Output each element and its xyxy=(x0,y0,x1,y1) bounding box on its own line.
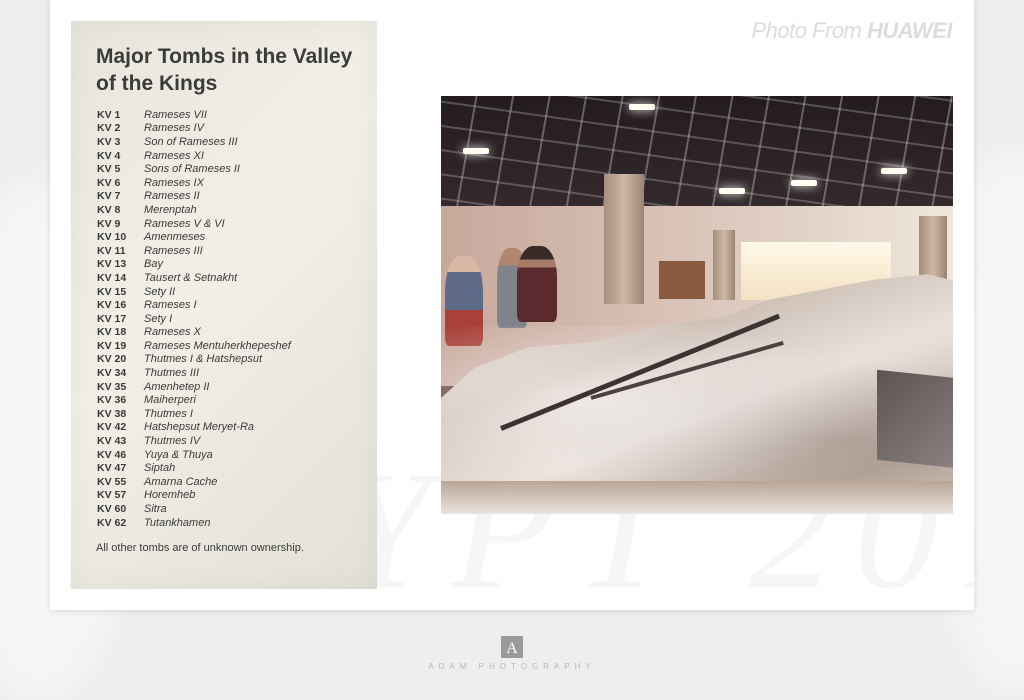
model-base xyxy=(441,481,953,514)
ceiling-lamp xyxy=(463,148,489,154)
tomb-row xyxy=(97,393,367,407)
tomb-name: Thutmes III xyxy=(144,367,200,380)
tomb-id: KV 55 xyxy=(97,475,127,488)
tomb-row xyxy=(97,135,367,149)
tomb-name: Amenmeses xyxy=(144,231,206,244)
tomb-row xyxy=(97,366,367,380)
tomb-name: Rameses XI xyxy=(144,149,204,162)
ceiling-lamp xyxy=(791,180,817,186)
tomb-id: KV 5 xyxy=(97,163,121,176)
tomb-name: Rameses IV xyxy=(144,122,204,135)
photo-credit-prefix: Photo From xyxy=(751,18,867,43)
tomb-name: Amarna Cache xyxy=(144,475,218,488)
tomb-id: KV 7 xyxy=(97,190,121,203)
tomb-row xyxy=(97,489,367,503)
tomb-name: Tausert & Setnakht xyxy=(144,271,238,284)
tomb-name: Amenhetep II xyxy=(144,380,210,393)
tomb-row xyxy=(97,339,367,353)
tomb-id: KV 15 xyxy=(97,285,127,298)
tomb-name: Rameses VII xyxy=(144,108,207,121)
tomb-id: KV 38 xyxy=(97,407,127,420)
tomb-name: Rameses IX xyxy=(144,176,204,189)
tomb-name: Sety I xyxy=(144,312,173,325)
tomb-row xyxy=(97,421,367,435)
tomb-name: Tutankhamen xyxy=(144,516,211,529)
ceiling-lamp xyxy=(629,104,655,110)
tomb-name: Rameses X xyxy=(144,326,201,339)
tomb-id: KV 20 xyxy=(97,353,127,366)
tomb-name: Sons of Rameses II xyxy=(144,163,240,176)
tomb-id: KV 34 xyxy=(97,367,127,380)
tomb-name: Rameses I xyxy=(144,299,197,312)
tomb-row xyxy=(97,271,367,285)
tomb-name: Sety II xyxy=(144,285,176,298)
tomb-row xyxy=(97,244,367,258)
brand-name: ADAM PHOTOGRAPHY xyxy=(428,662,596,671)
tomb-id: KV 3 xyxy=(97,135,121,148)
tomb-row xyxy=(97,502,367,516)
tomb-id: KV 42 xyxy=(97,421,127,434)
tomb-id: KV 16 xyxy=(97,299,127,312)
tomb-name: Thutmes I xyxy=(144,407,193,420)
tomb-row xyxy=(97,162,367,176)
tomb-row xyxy=(97,217,367,231)
tomb-name: Rameses III xyxy=(144,244,203,257)
visitor xyxy=(517,246,557,322)
stone-pillar xyxy=(713,230,735,300)
tomb-name: Rameses Mentuherkhepeshef xyxy=(144,339,291,352)
tomb-id: KV 57 xyxy=(97,489,127,502)
tomb-id: KV 8 xyxy=(97,203,121,216)
tomb-name: Hatshepsut Meryet-Ra xyxy=(144,421,255,434)
tomb-id: KV 62 xyxy=(97,516,127,529)
tomb-id: KV 18 xyxy=(97,326,127,339)
tomb-id: KV 47 xyxy=(97,462,127,475)
tomb-row xyxy=(97,312,367,326)
brand-logo-icon xyxy=(501,636,523,658)
photo-credit xyxy=(751,18,952,44)
tomb-id: KV 9 xyxy=(97,217,121,230)
ceiling-lamp xyxy=(881,168,907,174)
info-plaque xyxy=(877,370,953,468)
photo-credit-brand: HUAWEI xyxy=(867,18,952,43)
tomb-name: Yuya & Thuya xyxy=(144,448,213,461)
brand-logo-letter: A xyxy=(506,640,518,657)
tomb-name: Horemheb xyxy=(144,489,196,502)
tomb-row xyxy=(97,203,367,217)
tomb-id: KV 19 xyxy=(97,339,127,352)
tomb-id: KV 36 xyxy=(97,394,127,407)
sign-footer: All other tombs are of unknown ownership. xyxy=(96,542,304,554)
tomb-list xyxy=(97,108,367,529)
tomb-id: KV 4 xyxy=(97,149,121,162)
tomb-row xyxy=(97,434,367,448)
tomb-row xyxy=(97,190,367,204)
tomb-row xyxy=(97,326,367,340)
tomb-row xyxy=(97,230,367,244)
stone-pillar xyxy=(604,174,644,304)
tomb-row xyxy=(97,380,367,394)
tomb-id: KV 46 xyxy=(97,448,127,461)
tomb-id: KV 60 xyxy=(97,503,127,516)
tomb-name: Bay xyxy=(144,258,163,271)
tomb-name: Siptah xyxy=(144,462,176,475)
tomb-row xyxy=(97,353,367,367)
tomb-name: Rameses II xyxy=(144,190,200,203)
tomb-name: Rameses V & VI xyxy=(144,217,225,230)
tomb-name: Sitra xyxy=(144,503,167,516)
tomb-name: Merenptah xyxy=(144,203,197,216)
tomb-row xyxy=(97,298,367,312)
tomb-row xyxy=(97,475,367,489)
sign-title: Major Tombs in the Valley of the Kings xyxy=(96,45,353,95)
ceiling-lamp xyxy=(719,188,745,194)
tomb-row xyxy=(97,448,367,462)
tomb-id: KV 6 xyxy=(97,176,121,189)
tomb-row xyxy=(97,258,367,272)
tomb-id: KV 1 xyxy=(97,108,121,121)
tomb-row xyxy=(97,407,367,421)
museum-photo xyxy=(441,96,953,514)
tomb-name: Thutmes I & Hatshepsut xyxy=(144,353,262,366)
tomb-id: KV 10 xyxy=(97,231,127,244)
tomb-name: Thutmes IV xyxy=(144,435,201,448)
tomb-row xyxy=(97,149,367,163)
tomb-id: KV 14 xyxy=(97,271,127,284)
tomb-id: KV 43 xyxy=(97,435,127,448)
photo-card xyxy=(50,0,974,610)
tomb-name: Son of Rameses III xyxy=(144,135,238,148)
tomb-row xyxy=(97,516,367,530)
tomb-row xyxy=(97,285,367,299)
tomb-id: KV 2 xyxy=(97,122,121,135)
tomb-id: KV 35 xyxy=(97,380,127,393)
tomb-row xyxy=(97,122,367,136)
tomb-id: KV 17 xyxy=(97,312,127,325)
tomb-row xyxy=(97,176,367,190)
tomb-row xyxy=(97,108,367,122)
tomb-row xyxy=(97,461,367,475)
tomb-id: KV 13 xyxy=(97,258,127,271)
tomb-sign xyxy=(71,21,377,589)
tomb-id: KV 11 xyxy=(97,244,126,257)
tomb-name: Maiherperi xyxy=(144,394,196,407)
door xyxy=(659,261,705,299)
